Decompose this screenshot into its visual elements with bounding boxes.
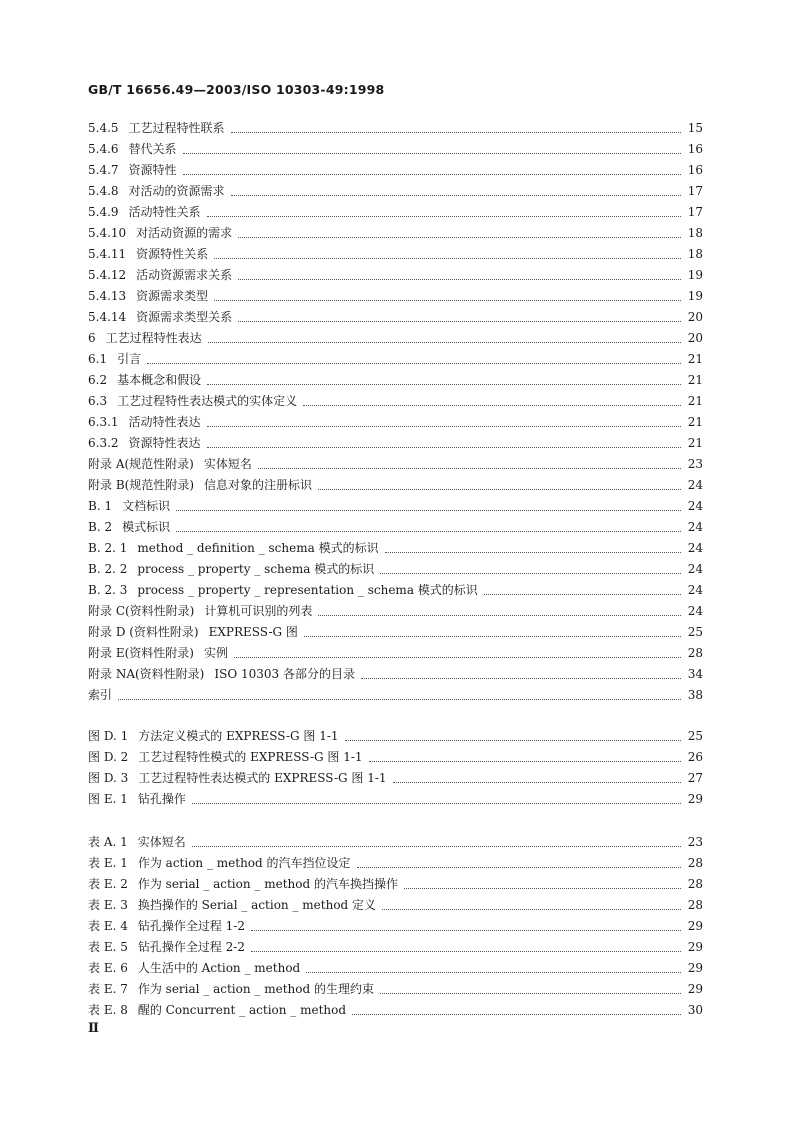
dot-leader [251, 929, 681, 931]
standard-code-header: GB/T 16656.49—2003/ISO 10303-49:1998 [88, 82, 385, 97]
toc-entry-title: 资源特性关系 [136, 247, 209, 261]
toc-entry-title: 换挡操作的 Serial _ action _ method 定义 [137, 898, 377, 912]
toc-entry[interactable] [88, 832, 703, 853]
toc-entry-number: 表 E. 2 [88, 877, 128, 891]
toc-entry-title: 作为 serial _ action _ method 的生理约束 [137, 982, 374, 996]
toc-entry-title: 工艺过程特性表达模式的实体定义 [117, 394, 298, 408]
dot-leader [357, 866, 681, 868]
dot-leader [207, 446, 681, 448]
toc-entry[interactable] [88, 433, 703, 454]
toc-entry-title: 作为 serial _ action _ method 的汽车换挡操作 [137, 877, 398, 891]
toc-entry-number: 5.4.11 [88, 247, 127, 261]
toc-entry-page: 21 [687, 394, 703, 408]
toc-entry-page: 25 [687, 625, 703, 639]
toc-tables-list [88, 832, 703, 1021]
toc-entry[interactable] [88, 202, 703, 223]
toc-entry[interactable] [88, 412, 703, 433]
toc-entry-number: 5.4.7 [88, 163, 119, 177]
toc-entry-title: ISO 10303 各部分的目录 [214, 667, 355, 681]
toc-entry-title: 实体短名 [137, 835, 186, 849]
toc-entry-title: 活动特性表达 [128, 415, 201, 429]
dot-leader [183, 173, 681, 175]
toc-entry[interactable] [88, 685, 703, 706]
toc-entry-number: 5.4.6 [88, 142, 119, 156]
dot-leader [214, 299, 681, 301]
toc-entry-page: 24 [687, 541, 703, 555]
toc-entry-number: 表 A. 1 [88, 835, 128, 849]
toc-entry-page: 21 [687, 415, 703, 429]
dot-leader [231, 131, 681, 133]
toc-entry-number: 表 E. 3 [88, 898, 128, 912]
toc-entry-title: 钻孔操作全过程 1-2 [137, 919, 245, 933]
toc-entry-title: 活动资源需求关系 [136, 268, 233, 282]
dot-leader [318, 488, 681, 490]
toc-entry-page: 24 [687, 604, 703, 618]
toc-entry-page: 29 [687, 940, 703, 954]
toc-entry-number: 5.4.14 [88, 310, 127, 324]
toc-entry-number: B. 1 [88, 499, 113, 513]
toc-entry[interactable] [88, 916, 703, 937]
dot-leader [192, 845, 681, 847]
toc-entry[interactable] [88, 958, 703, 979]
toc-entry-page: 26 [687, 750, 703, 764]
toc-entry-number: 图 E. 1 [88, 792, 128, 806]
dot-leader [147, 362, 681, 364]
toc-entry-number: B. 2. 2 [88, 562, 128, 576]
dot-leader [192, 802, 681, 804]
toc-entry-title: 对活动资源的需求 [136, 226, 233, 240]
toc-entry-page: 28 [687, 646, 703, 660]
toc-entry-page: 24 [687, 562, 703, 576]
toc-entry-page: 24 [687, 499, 703, 513]
toc-entry[interactable] [88, 475, 703, 496]
toc-entry-page: 20 [687, 310, 703, 324]
toc-entry[interactable] [88, 118, 703, 139]
toc-entry[interactable] [88, 789, 703, 810]
toc-entry[interactable] [88, 726, 703, 747]
toc-entry-page: 28 [687, 877, 703, 891]
toc-entry-title: 人生活中的 Action _ method [137, 961, 301, 975]
dot-leader [234, 656, 681, 658]
dot-leader [118, 698, 681, 700]
toc-entry-number: 5.4.9 [88, 205, 119, 219]
toc-entry-number: B. 2. 3 [88, 583, 128, 597]
toc-entry-number: 附录 E(资料性附录) [88, 646, 194, 660]
toc-entry-number: 附录 D (资料性附录) [88, 625, 199, 639]
dot-leader [176, 509, 681, 511]
toc-entry[interactable] [88, 244, 703, 265]
toc-entry-title: EXPRESS-G 图 [208, 625, 298, 639]
toc-entry[interactable] [88, 622, 703, 643]
dot-leader [176, 530, 681, 532]
toc-entry-page: 21 [687, 373, 703, 387]
toc-entry-number: 索引 [88, 688, 113, 702]
toc-entry-title: 工艺过程特性模式的 EXPRESS-G 图 1-1 [138, 750, 363, 764]
toc-entry-page: 15 [687, 121, 703, 135]
toc-entry-title: 文档标识 [122, 499, 171, 513]
toc-entry-number: 图 D. 2 [88, 750, 129, 764]
toc-entry-title: 工艺过程特性联系 [128, 121, 225, 135]
toc-entry-title: 作为 action _ method 的汽车挡位设定 [137, 856, 351, 870]
dot-leader [207, 215, 681, 217]
toc-entry[interactable] [88, 328, 703, 349]
dot-leader [238, 278, 681, 280]
dot-leader [251, 950, 681, 952]
toc-entry-number: B. 2 [88, 520, 113, 534]
dot-leader [382, 908, 681, 910]
toc-entry-page: 29 [687, 919, 703, 933]
toc-entry-page: 28 [687, 898, 703, 912]
toc-entry-title: 钻孔操作全过程 2-2 [137, 940, 245, 954]
toc-entry[interactable] [88, 768, 703, 789]
toc-entry[interactable] [88, 895, 703, 916]
toc-entry[interactable] [88, 517, 703, 538]
toc-entry-page: 24 [687, 478, 703, 492]
toc-entry-number: B. 2. 1 [88, 541, 128, 555]
toc-entry[interactable] [88, 1000, 703, 1021]
toc-entry-page: 16 [687, 163, 703, 177]
toc-entry-number: 附录 A(规范性附录) [88, 457, 194, 471]
toc-entry-page: 29 [687, 961, 703, 975]
toc-entry-page: 18 [687, 247, 703, 261]
toc-entry-number: 5.4.13 [88, 289, 127, 303]
toc-entry[interactable] [88, 391, 703, 412]
toc-entry[interactable] [88, 370, 703, 391]
toc-entry-title: process _ property _ representation _ schema 模式的标识 [137, 583, 478, 597]
dot-leader [369, 760, 681, 762]
toc-entry-title: 资源特性表达 [128, 436, 201, 450]
dot-leader [361, 677, 681, 679]
toc-entry[interactable] [88, 223, 703, 244]
toc-entry-title: 替代关系 [128, 142, 177, 156]
toc-entry-title: 钻孔操作 [137, 792, 186, 806]
toc-entry[interactable] [88, 853, 703, 874]
toc-entry-number: 5.4.8 [88, 184, 119, 198]
toc-entry[interactable] [88, 538, 703, 559]
toc-entry-title: 工艺过程特性表达模式的 EXPRESS-G 图 1-1 [138, 771, 387, 785]
toc-entry-page: 17 [687, 205, 703, 219]
toc-entry-title: 计算机可识别的列表 [204, 604, 313, 618]
toc-entry-number: 5.4.10 [88, 226, 127, 240]
toc-entry-number: 表 E. 8 [88, 1003, 128, 1017]
dot-leader [352, 1013, 681, 1015]
toc-entry-page: 38 [687, 688, 703, 702]
toc-entry-number: 6.3.1 [88, 415, 119, 429]
dot-leader [231, 194, 681, 196]
toc-entry[interactable] [88, 664, 703, 685]
toc-entry-page: 21 [687, 352, 703, 366]
toc-entry-title: method _ definition _ schema 模式的标识 [137, 541, 379, 555]
toc-entry[interactable] [88, 349, 703, 370]
toc-entry-title: 资源需求类型 [136, 289, 209, 303]
toc-entry-number: 表 E. 6 [88, 961, 128, 975]
toc-entry-number: 6.1 [88, 352, 108, 366]
toc-entry-title: 模式标识 [122, 520, 171, 534]
toc-entry-page: 28 [687, 856, 703, 870]
toc-entry-title: 基本概念和假设 [117, 373, 202, 387]
toc-entry-title: 实例 [203, 646, 228, 660]
dot-leader [258, 467, 681, 469]
dot-leader [385, 551, 681, 553]
toc-entry-page: 18 [687, 226, 703, 240]
toc-entry-title: 醒的 Concurrent _ action _ method [137, 1003, 347, 1017]
toc-entry-page: 21 [687, 436, 703, 450]
toc-entry-number: 表 E. 7 [88, 982, 128, 996]
toc-entry-title: 对活动的资源需求 [128, 184, 225, 198]
toc-entry-title: 方法定义模式的 EXPRESS-G 图 1-1 [138, 729, 339, 743]
toc-entry[interactable] [88, 286, 703, 307]
dot-leader [345, 739, 681, 741]
toc-entry-number: 表 E. 4 [88, 919, 128, 933]
dot-leader [207, 383, 681, 385]
toc-entry-number: 图 D. 1 [88, 729, 129, 743]
toc-entry-title: 信息对象的注册标识 [204, 478, 313, 492]
dot-leader [303, 404, 681, 406]
toc-entry-page: 24 [687, 520, 703, 534]
dot-leader [404, 887, 681, 889]
toc-entry[interactable] [88, 496, 703, 517]
toc-entry-page: 29 [687, 792, 703, 806]
toc-entry-page: 24 [687, 583, 703, 597]
toc-entry-number: 附录 NA(资料性附录) [88, 667, 205, 681]
dot-leader [304, 635, 681, 637]
dot-leader [306, 971, 681, 973]
toc-entry[interactable] [88, 580, 703, 601]
dot-leader [238, 320, 681, 322]
toc-entry[interactable] [88, 139, 703, 160]
toc-entry[interactable] [88, 747, 703, 768]
toc-entry-page: 34 [687, 667, 703, 681]
toc-entry-page: 29 [687, 982, 703, 996]
toc-figures-list [88, 726, 703, 810]
toc-entry[interactable] [88, 643, 703, 664]
dot-leader [183, 152, 681, 154]
toc-entry-page: 23 [687, 835, 703, 849]
toc-entry-page: 23 [687, 457, 703, 471]
toc-entry-title: 工艺过程特性表达 [105, 331, 202, 345]
toc-entry-title: process _ property _ schema 模式的标识 [137, 562, 375, 576]
toc-entry-page: 19 [687, 268, 703, 282]
toc-entry-number: 6.2 [88, 373, 108, 387]
toc-entry-page: 25 [687, 729, 703, 743]
dot-leader [318, 614, 681, 616]
toc-entry-number: 6.3.2 [88, 436, 119, 450]
toc-entry[interactable] [88, 601, 703, 622]
toc-entry-title: 实体短名 [203, 457, 252, 471]
toc-entry-title: 活动特性关系 [128, 205, 201, 219]
toc-entry-number: 表 E. 5 [88, 940, 128, 954]
dot-leader [207, 425, 681, 427]
toc-entry-page: 16 [687, 142, 703, 156]
toc-entry-page: 30 [687, 1003, 703, 1017]
toc-entry-page: 20 [687, 331, 703, 345]
toc-entry[interactable] [88, 937, 703, 958]
toc-entry-title: 资源特性 [128, 163, 177, 177]
toc-entry-number: 6.3 [88, 394, 108, 408]
dot-leader [238, 236, 681, 238]
dot-leader [484, 593, 681, 595]
toc-entry[interactable] [88, 874, 703, 895]
toc-entry[interactable] [88, 265, 703, 286]
toc-entry-number: 表 E. 1 [88, 856, 128, 870]
toc-entry-number: 附录 B(规范性附录) [88, 478, 194, 492]
toc-entry-title: 引言 [117, 352, 142, 366]
toc-entry-page: 27 [687, 771, 703, 785]
page-number: Ⅱ [88, 1021, 99, 1036]
toc-contents-list [88, 118, 703, 706]
toc-entry-number: 5.4.5 [88, 121, 119, 135]
toc-entry-number: 图 D. 3 [88, 771, 129, 785]
toc-entry[interactable] [88, 979, 703, 1000]
toc-entry[interactable] [88, 160, 703, 181]
toc-entry-page: 19 [687, 289, 703, 303]
toc-entry-number: 6 [88, 331, 96, 345]
toc-entry[interactable] [88, 559, 703, 580]
toc-entry[interactable] [88, 307, 703, 328]
toc-entry-page: 17 [687, 184, 703, 198]
toc-entry[interactable] [88, 454, 703, 475]
dot-leader [393, 781, 681, 783]
dot-leader [208, 341, 681, 343]
toc-entry-number: 附录 C(资料性附录) [88, 604, 195, 618]
dot-leader [214, 257, 681, 259]
toc-entry[interactable] [88, 181, 703, 202]
toc-entry-title: 资源需求类型关系 [136, 310, 233, 324]
dot-leader [380, 992, 681, 994]
dot-leader [380, 572, 681, 574]
toc-entry-number: 5.4.12 [88, 268, 127, 282]
